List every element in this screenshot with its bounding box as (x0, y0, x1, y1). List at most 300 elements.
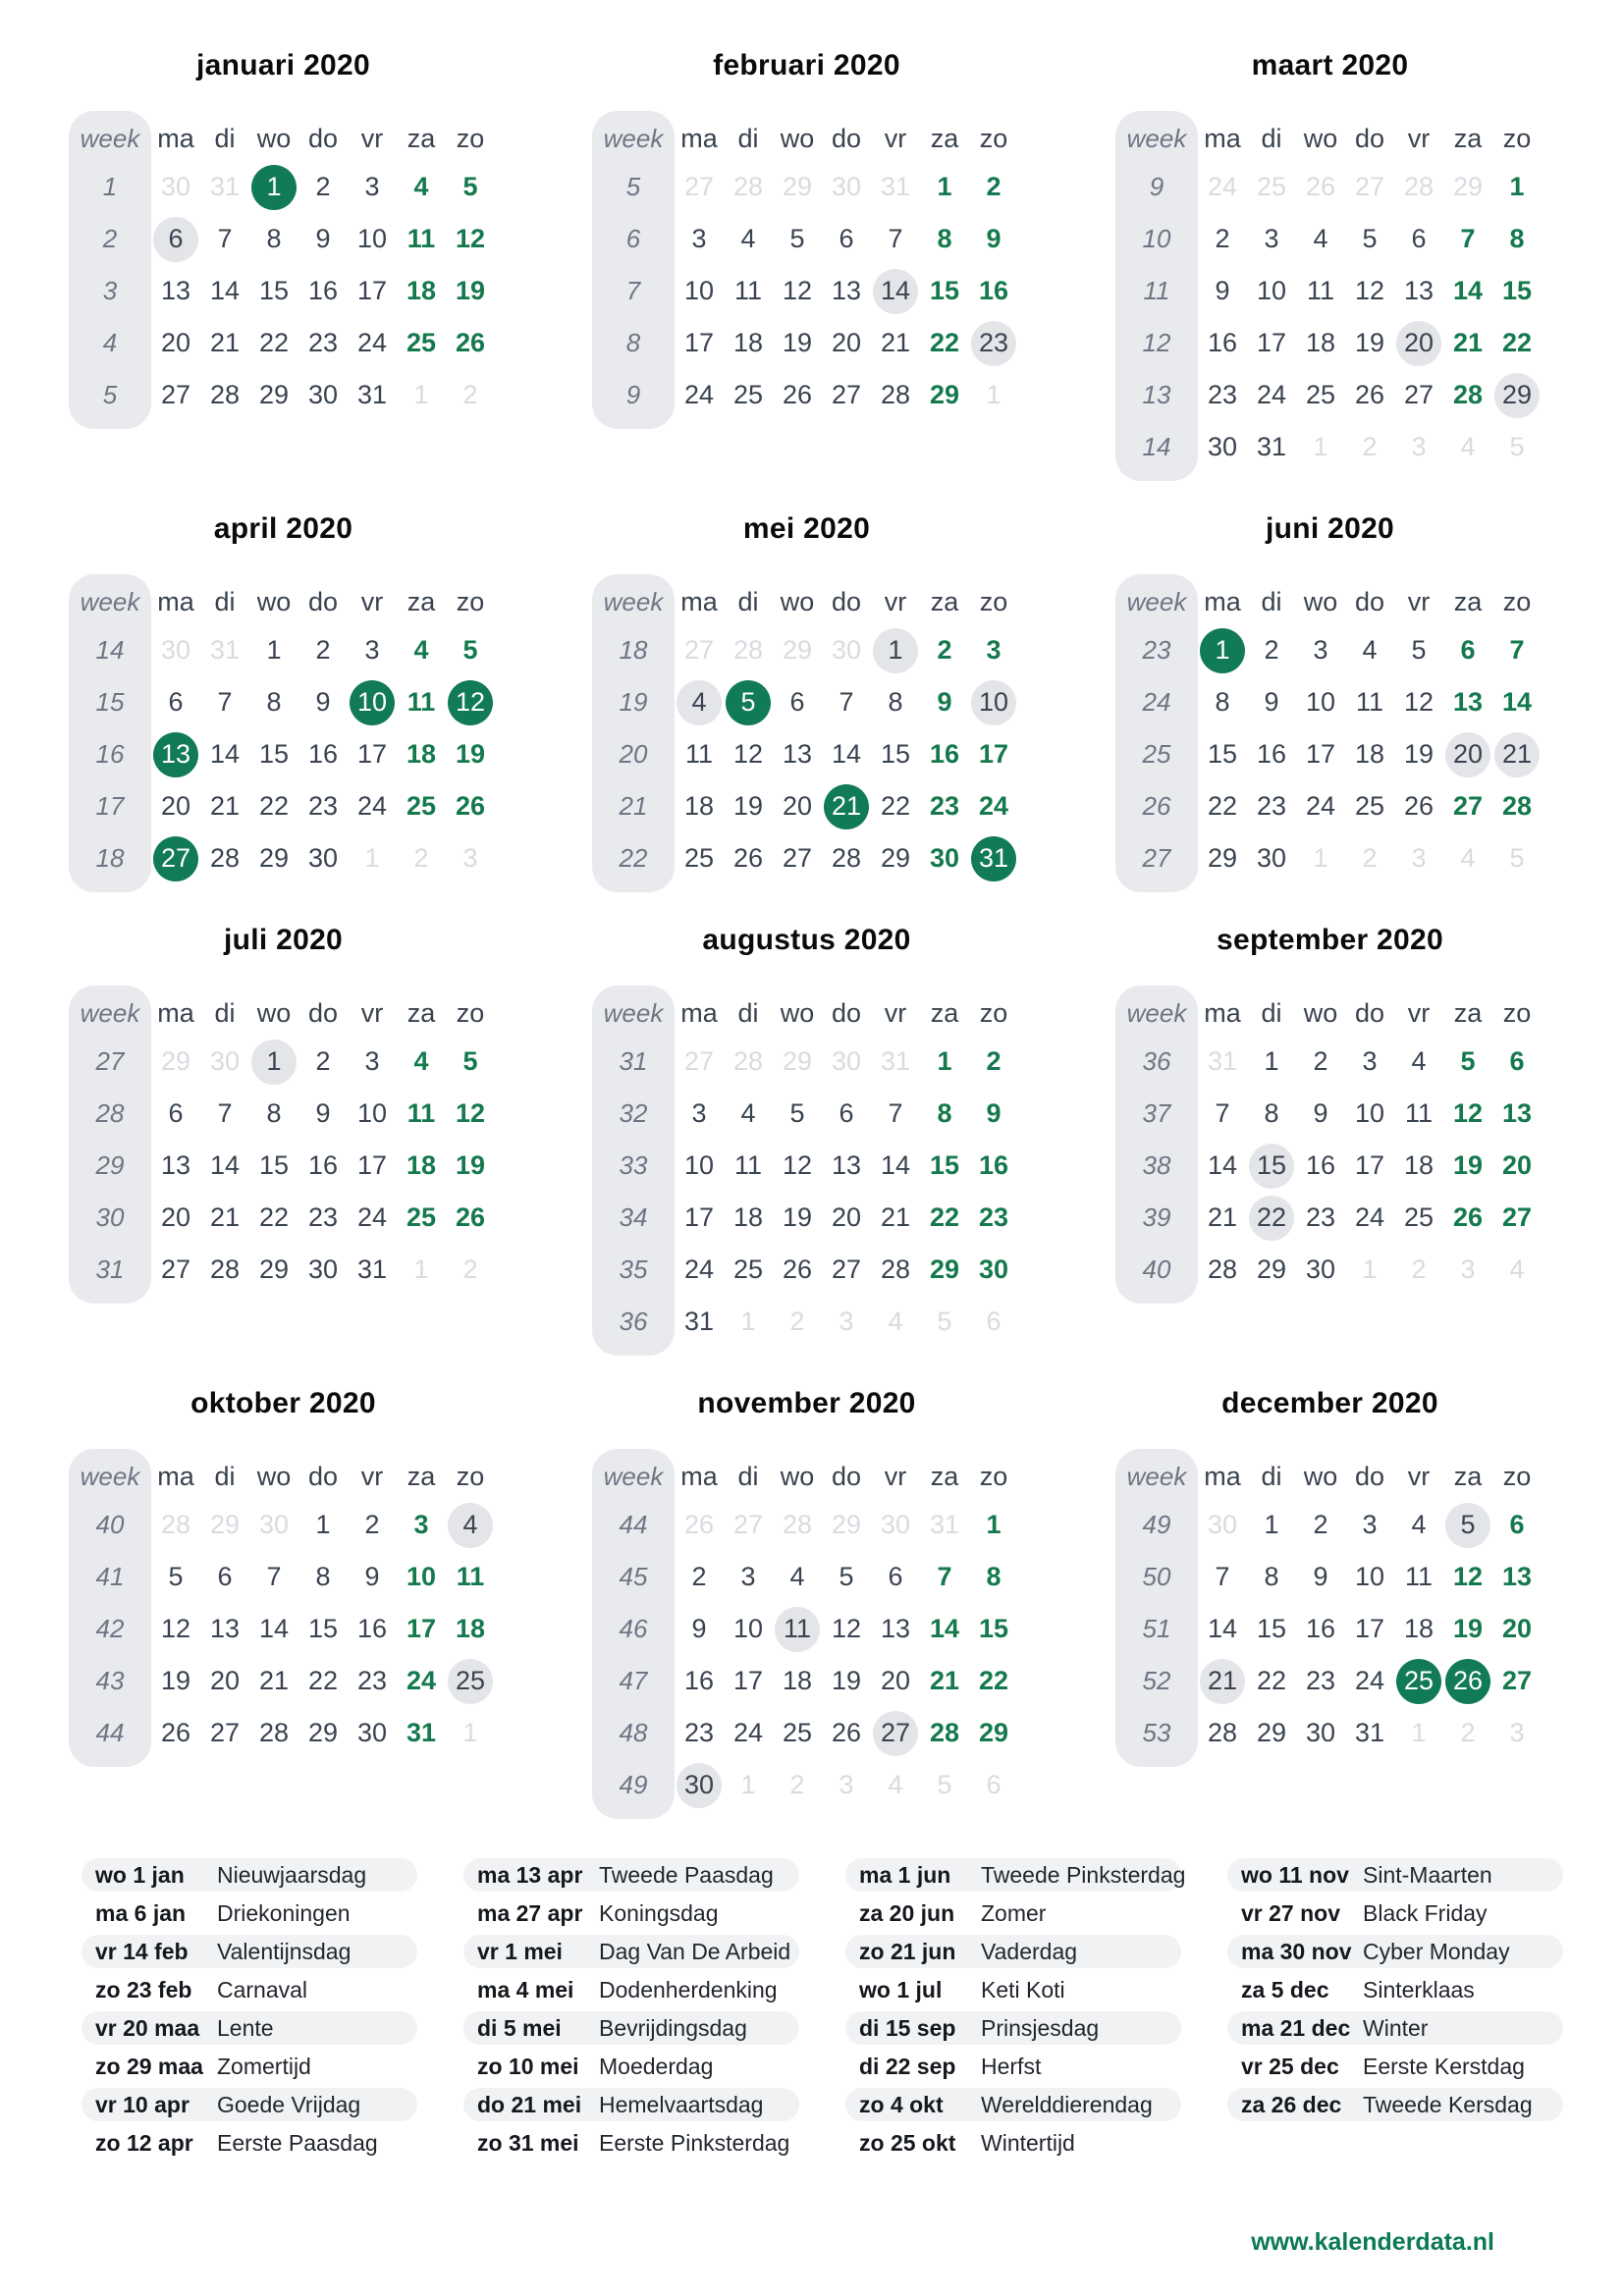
date-cell (675, 1707, 724, 1759)
date-cell (446, 1192, 495, 1244)
legend-entry-date: do 21 mei (477, 2091, 582, 2117)
other-month-date: 30 (880, 1510, 911, 1539)
date: 25 (1403, 1202, 1435, 1232)
legend-entry (845, 2088, 1181, 2121)
date-cell (151, 1140, 200, 1192)
date: 25 (1354, 791, 1385, 821)
date-cell (200, 1603, 249, 1655)
month-title: mei 2020 (742, 512, 871, 545)
date: 17 (1354, 1150, 1385, 1180)
date-cell (1198, 213, 1247, 265)
date: 28 (258, 1718, 290, 1747)
date-cell (1345, 1655, 1394, 1707)
date: 23 (356, 1666, 388, 1695)
week-number: 5 (102, 380, 118, 409)
date: 11 (684, 739, 714, 769)
date: 3 (1362, 1046, 1378, 1076)
month-title: april 2020 (213, 512, 353, 545)
date-cell (200, 1244, 249, 1296)
date: 22 (258, 791, 290, 821)
date-cell (724, 1707, 773, 1759)
date: 10 (1354, 1098, 1385, 1128)
date-cell (1443, 421, 1492, 473)
date: 29 (929, 1255, 960, 1284)
website-link[interactable]: www.kalenderdata.nl (1251, 2228, 1494, 2256)
day-header-do: do (1354, 586, 1385, 616)
date: 1 (315, 1510, 331, 1539)
week-number: 30 (95, 1202, 125, 1232)
date: 19 (782, 328, 813, 357)
date-cell (969, 1759, 1018, 1811)
date: 5 (462, 635, 478, 665)
other-month-date: 2 (1362, 432, 1378, 461)
date-cell (1394, 728, 1443, 780)
date-cell (151, 624, 200, 676)
week-number: 19 (619, 687, 648, 717)
date-cell (446, 1655, 495, 1707)
date: 29 (1256, 1255, 1287, 1284)
date-cell (348, 1551, 397, 1603)
date-cell (249, 213, 298, 265)
date: 18 (1305, 328, 1336, 357)
other-month-date: 2 (413, 843, 429, 873)
other-month-date: 31 (209, 172, 241, 201)
date: 30 (307, 380, 339, 409)
week-number: 5 (625, 172, 641, 201)
legend-entry-name: Sinterklaas (1363, 1976, 1475, 2002)
date-cell (920, 1088, 969, 1140)
date: 2 (1264, 635, 1279, 665)
other-month-date: 31 (209, 635, 241, 665)
holiday-date: 1 (251, 165, 297, 210)
date-cell (920, 832, 969, 884)
date: 4 (413, 1046, 429, 1076)
other-month-date: 6 (986, 1307, 1001, 1336)
legend-entry (463, 2011, 799, 2045)
date: 16 (356, 1614, 388, 1643)
date: 20 (160, 328, 191, 357)
date-cell (1394, 1707, 1443, 1759)
date-cell (348, 213, 397, 265)
week-number: 37 (1142, 1098, 1171, 1128)
date-cell (151, 780, 200, 832)
week-column-header: week (1126, 997, 1187, 1028)
day-header-di: di (214, 123, 236, 153)
date: 15 (1256, 1614, 1287, 1643)
date-cell (773, 265, 822, 317)
other-month-date: 27 (1354, 172, 1385, 201)
other-month-date: 6 (986, 1770, 1001, 1799)
week-column-header: week (603, 1461, 664, 1491)
other-month-date: 4 (888, 1307, 903, 1336)
date-cell (724, 1192, 773, 1244)
week-column-header: week (1126, 1461, 1187, 1491)
date-cell (969, 1296, 1018, 1348)
date-cell (871, 1655, 920, 1707)
date: 6 (1411, 224, 1427, 253)
date-cell (249, 317, 298, 369)
date: 19 (455, 276, 486, 305)
date: 11 (1355, 687, 1384, 717)
date: 21 (209, 328, 241, 357)
date: 17 (683, 1202, 715, 1232)
day-header-vr: vr (884, 1461, 907, 1491)
date-cell (1492, 780, 1542, 832)
date: 14 (1207, 1614, 1238, 1643)
observance-date: 6 (153, 217, 198, 262)
other-month-date: 1 (462, 1718, 478, 1747)
date-cell (724, 676, 773, 728)
date-cell (348, 317, 397, 369)
date: 15 (880, 739, 911, 769)
legend-column-1 (81, 1858, 417, 2164)
date-cell (249, 1551, 298, 1603)
date: 19 (831, 1666, 862, 1695)
date: 17 (1305, 739, 1336, 769)
date-cell (773, 1036, 822, 1088)
date-cell (397, 1655, 446, 1707)
observance-date: 11 (775, 1607, 820, 1652)
date: 18 (406, 276, 437, 305)
date: 3 (691, 1098, 707, 1128)
date-cell (724, 1036, 773, 1088)
date-cell (724, 161, 773, 213)
legend-entry-date: ma 21 dec (1241, 2014, 1351, 2041)
date-cell (773, 1192, 822, 1244)
week-number: 40 (95, 1510, 125, 1539)
legend-entry-date: zo 25 okt (859, 2129, 956, 2156)
date-cell (675, 728, 724, 780)
date-cell (249, 1192, 298, 1244)
day-header-wo: wo (256, 123, 292, 153)
date-cell (1443, 676, 1492, 728)
date-cell (397, 1244, 446, 1296)
legend-entry-date: ma 30 nov (1241, 1938, 1352, 1964)
legend-entry-name: Vaderdag (981, 1938, 1078, 1964)
legend-entry-name: Tweede Paasdag (599, 1861, 774, 1888)
legend-entry-name: Hemelvaartsdag (599, 2091, 764, 2117)
date: 7 (1509, 635, 1525, 665)
month-title: november 2020 (697, 1387, 916, 1419)
date-cell (1394, 213, 1443, 265)
day-header-zo: zo (456, 123, 485, 153)
date-cell (1247, 369, 1296, 421)
other-month-date: 28 (732, 172, 764, 201)
date: 9 (691, 1614, 707, 1643)
date-cell (724, 832, 773, 884)
day-header-do: do (307, 123, 339, 153)
holiday-legend (0, 1811, 1624, 2164)
other-month-date: 3 (1411, 843, 1427, 873)
date: 4 (1313, 224, 1328, 253)
date: 28 (1207, 1255, 1238, 1284)
date-cell (298, 317, 348, 369)
date: 15 (258, 276, 290, 305)
date-cell (1198, 624, 1247, 676)
date: 11 (1306, 276, 1335, 305)
other-month-date: 24 (1207, 172, 1238, 201)
date: 31 (683, 1307, 715, 1336)
other-month-date: 30 (831, 635, 862, 665)
day-header-za: za (406, 997, 436, 1028)
date: 30 (1305, 1718, 1336, 1747)
date-cell (298, 161, 348, 213)
date-cell (773, 780, 822, 832)
day-header-vr: vr (1407, 997, 1431, 1028)
date: 20 (782, 791, 813, 821)
date: 30 (1305, 1255, 1336, 1284)
date: 24 (732, 1718, 764, 1747)
week-number: 38 (1142, 1150, 1171, 1180)
legend-entry-date: vr 1 mei (477, 1938, 563, 1964)
other-month-date: 30 (1207, 1510, 1238, 1539)
week-number: 18 (619, 635, 648, 665)
week-number: 1 (102, 172, 118, 201)
day-header-wo: wo (256, 586, 292, 616)
date: 23 (929, 791, 960, 821)
day-header-za: za (930, 1461, 959, 1491)
month-table (69, 116, 498, 421)
other-month-date: 1 (986, 380, 1001, 409)
date: 15 (978, 1614, 1009, 1643)
date: 18 (1403, 1614, 1435, 1643)
month-maart-2020 (1115, 49, 1544, 473)
day-header-wo: wo (780, 123, 815, 153)
date-cell (298, 1603, 348, 1655)
date-cell (249, 1707, 298, 1759)
date: 20 (160, 1202, 191, 1232)
date-cell (1443, 1140, 1492, 1192)
date-cell (1492, 213, 1542, 265)
month-title: juli 2020 (223, 924, 344, 956)
date: 22 (929, 328, 960, 357)
date: 6 (1509, 1510, 1525, 1539)
date-cell (920, 624, 969, 676)
date-cell (920, 1036, 969, 1088)
date-cell (871, 1296, 920, 1348)
other-month-date: 30 (831, 1046, 862, 1076)
date: 14 (1452, 276, 1484, 305)
other-month-date: 5 (1509, 432, 1525, 461)
date: 11 (733, 1150, 763, 1180)
date: 31 (356, 380, 388, 409)
month-table (69, 990, 498, 1296)
date: 2 (1313, 1046, 1328, 1076)
date-cell (200, 213, 249, 265)
date: 11 (456, 1562, 485, 1591)
date-cell (1443, 1655, 1492, 1707)
date-cell (969, 676, 1018, 728)
date: 25 (732, 1255, 764, 1284)
date: 7 (839, 687, 854, 717)
date: 10 (683, 276, 715, 305)
date-cell (348, 1192, 397, 1244)
month-juni-2020 (1115, 512, 1544, 884)
date: 21 (258, 1666, 290, 1695)
month-title: juni 2020 (1265, 512, 1395, 545)
date-cell (724, 1140, 773, 1192)
date: 17 (732, 1666, 764, 1695)
date: 15 (929, 276, 960, 305)
date-cell (1198, 676, 1247, 728)
date-cell (1394, 1655, 1443, 1707)
legend-entry-name: Dodenherdenking (599, 1976, 778, 2002)
date: 10 (356, 224, 388, 253)
date: 20 (1501, 1150, 1533, 1180)
date: 19 (455, 739, 486, 769)
date: 14 (258, 1614, 290, 1643)
date: 10 (1305, 687, 1336, 717)
other-month-date: 29 (782, 635, 813, 665)
date-cell (249, 1655, 298, 1707)
date-cell (773, 1759, 822, 1811)
date-cell (1247, 780, 1296, 832)
day-header-wo: wo (1303, 123, 1338, 153)
date-cell (1198, 1551, 1247, 1603)
date-cell (920, 1655, 969, 1707)
date-cell (969, 1088, 1018, 1140)
date: 9 (986, 224, 1001, 253)
day-header-za: za (406, 586, 436, 616)
date: 14 (209, 1150, 241, 1180)
week-number: 36 (1142, 1046, 1171, 1076)
date: 30 (307, 843, 339, 873)
other-month-date: 29 (831, 1510, 862, 1539)
date: 12 (1403, 687, 1435, 717)
observance-date: 15 (1249, 1144, 1294, 1189)
date: 28 (831, 843, 862, 873)
date-cell (446, 1140, 495, 1192)
date-cell (724, 1296, 773, 1348)
date: 30 (307, 1255, 339, 1284)
date: 16 (1256, 739, 1287, 769)
date-cell (151, 213, 200, 265)
date: 24 (356, 791, 388, 821)
day-header-za: za (930, 997, 959, 1028)
date: 26 (160, 1718, 191, 1747)
date: 7 (1215, 1562, 1230, 1591)
date: 16 (683, 1666, 715, 1695)
date-cell (446, 1603, 495, 1655)
month-title: februari 2020 (713, 49, 900, 81)
date-cell (822, 1088, 871, 1140)
date-cell (871, 1603, 920, 1655)
day-header-di: di (737, 586, 759, 616)
date-cell (298, 1551, 348, 1603)
date-cell (200, 1140, 249, 1192)
month-table (69, 579, 498, 884)
date-cell (822, 265, 871, 317)
day-header-do: do (831, 1461, 862, 1491)
date: 31 (356, 1255, 388, 1284)
date: 5 (462, 172, 478, 201)
date: 4 (413, 635, 429, 665)
date: 16 (929, 739, 960, 769)
date: 1 (986, 1510, 1001, 1539)
date-cell (1492, 317, 1542, 369)
date: 21 (880, 1202, 911, 1232)
month-table (592, 990, 1021, 1348)
day-header-za: za (930, 586, 959, 616)
month-oktober-2020 (69, 1387, 498, 1759)
date-cell (151, 1499, 200, 1551)
date-cell (969, 1192, 1018, 1244)
legend-entry-date: za 26 dec (1241, 2091, 1342, 2117)
day-header-di: di (737, 123, 759, 153)
other-month-date: 30 (160, 635, 191, 665)
other-month-date: 4 (1460, 843, 1476, 873)
date-cell (822, 676, 871, 728)
legend-entry (1227, 2050, 1563, 2083)
date-cell (871, 780, 920, 832)
date-cell (675, 1655, 724, 1707)
day-header-za: za (406, 123, 436, 153)
date: 2 (364, 1510, 380, 1539)
date-cell (1296, 369, 1345, 421)
date-cell (969, 1707, 1018, 1759)
date-cell (871, 1707, 920, 1759)
date: 2 (986, 1046, 1001, 1076)
date: 8 (937, 1098, 952, 1128)
date: 8 (315, 1562, 331, 1591)
date: 26 (1452, 1202, 1484, 1232)
date-cell (871, 832, 920, 884)
date-cell (446, 1707, 495, 1759)
date-cell (151, 1192, 200, 1244)
week-number: 3 (102, 276, 118, 305)
date-cell (446, 1036, 495, 1088)
date-cell (446, 624, 495, 676)
date-cell (1492, 624, 1542, 676)
legend-entry (81, 2126, 417, 2160)
date-cell (200, 317, 249, 369)
date: 29 (258, 380, 290, 409)
date-cell (1345, 624, 1394, 676)
week-number: 28 (95, 1098, 125, 1128)
holiday-date: 31 (971, 836, 1016, 881)
date-cell (822, 317, 871, 369)
date-cell (675, 1551, 724, 1603)
observance-date: 4 (448, 1503, 493, 1548)
date: 24 (683, 1255, 715, 1284)
date-cell (1296, 421, 1345, 473)
date: 24 (1354, 1666, 1385, 1695)
week-number: 33 (619, 1150, 648, 1180)
date-cell (446, 728, 495, 780)
day-header-wo: wo (780, 997, 815, 1028)
legend-entry-name: Tweede Pinksterdag (981, 1861, 1186, 1888)
other-month-date: 27 (683, 1046, 715, 1076)
date: 10 (1256, 276, 1287, 305)
observance-date: 20 (1445, 732, 1490, 777)
date-cell (200, 832, 249, 884)
other-month-date: 31 (880, 1046, 911, 1076)
observance-date: 21 (1494, 732, 1540, 777)
date-cell (969, 161, 1018, 213)
date: 26 (1403, 791, 1435, 821)
date: 28 (1207, 1718, 1238, 1747)
date-cell (249, 832, 298, 884)
date-cell (1198, 1192, 1247, 1244)
date-cell (397, 1088, 446, 1140)
date-cell (1345, 1499, 1394, 1551)
date-cell (871, 1036, 920, 1088)
date-cell (773, 1499, 822, 1551)
other-month-date: 29 (209, 1510, 241, 1539)
day-header-zo: zo (456, 1461, 485, 1491)
other-month-date: 30 (209, 1046, 241, 1076)
date: 13 (209, 1614, 241, 1643)
